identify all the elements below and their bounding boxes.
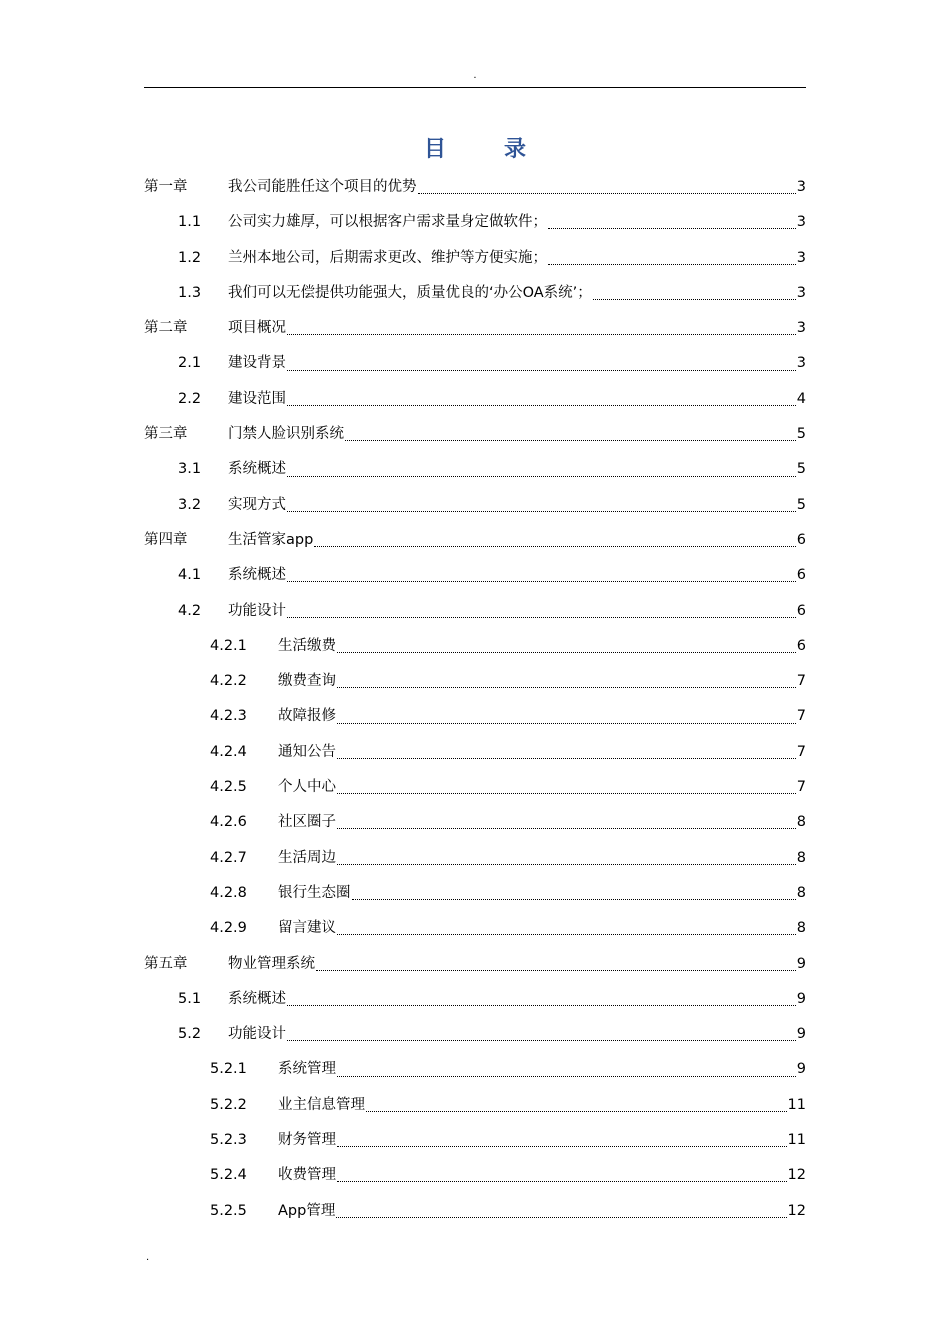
toc-entry-page: 3 [796, 179, 806, 195]
toc-dot-leader [337, 934, 796, 935]
toc-entry-link[interactable] [228, 488, 806, 523]
toc-entry-text: 缴费查询 [278, 673, 336, 690]
toc-entry-text: 生活缴费 [278, 637, 336, 654]
toc-entry-text: 我公司能胜任这个项目的优势 [228, 179, 417, 195]
toc-entry-link[interactable] [278, 876, 806, 911]
toc-dot-leader [418, 193, 796, 194]
toc-entry-page: 9 [796, 1026, 806, 1043]
toc-entry-number: 3.2 [178, 496, 202, 513]
toc-entry-link[interactable] [228, 417, 806, 452]
toc-entry-text: 社区圈子 [278, 814, 336, 831]
toc-entry-page: 12 [787, 1167, 806, 1184]
toc-dot-leader [337, 1146, 787, 1147]
toc-entry-text: 项目概况 [228, 320, 286, 337]
toc-entry-link[interactable] [228, 241, 806, 276]
toc-entry-text: 建设背景 [228, 355, 286, 372]
toc-entry[interactable] [144, 876, 806, 911]
toc-entry-text: 系统概述 [228, 567, 286, 584]
table-of-contents [144, 170, 806, 1229]
toc-entry-text: App管理 [278, 1202, 336, 1219]
toc-entry-page: 8 [796, 814, 806, 831]
toc-entry-link[interactable] [278, 841, 806, 876]
toc-dot-leader [287, 370, 796, 371]
toc-entry-link[interactable] [228, 311, 806, 346]
header-rule [144, 87, 806, 88]
toc-entry[interactable] [144, 488, 806, 523]
toc-entry-page: 3 [796, 249, 806, 266]
toc-entry-link[interactable] [228, 205, 806, 240]
toc-entry-number: 第二章 [144, 320, 188, 337]
toc-dot-leader [337, 1181, 787, 1182]
toc-entry-link[interactable] [228, 170, 806, 205]
toc-entry-link[interactable] [278, 699, 806, 734]
toc-entry-number: 1.3 [178, 284, 202, 301]
toc-entry-page: 5 [796, 426, 806, 443]
toc-dot-leader [287, 405, 796, 406]
toc-dot-leader [336, 1217, 786, 1218]
toc-entry[interactable] [144, 805, 806, 840]
toc-entry-link[interactable] [228, 276, 806, 311]
toc-entry-page: 6 [796, 602, 806, 619]
toc-entry-number: 2.2 [178, 390, 202, 407]
toc-entry-page: 7 [796, 673, 806, 690]
toc-entry-link[interactable] [228, 1017, 806, 1052]
toc-entry-page: 3 [796, 320, 806, 337]
toc-dot-leader [548, 228, 796, 229]
toc-dot-leader [352, 899, 796, 900]
toc-entry[interactable] [144, 1123, 806, 1158]
toc-entry-text: 功能设计 [228, 602, 286, 619]
toc-entry-text: 个人中心 [278, 779, 336, 796]
toc-entry-page: 9 [796, 955, 806, 972]
toc-entry-page: 11 [787, 1096, 806, 1113]
toc-entry-page: 7 [796, 779, 806, 796]
toc-entry[interactable] [144, 947, 806, 982]
toc-entry[interactable] [144, 523, 806, 558]
toc-entry[interactable] [144, 346, 806, 381]
toc-dot-leader [337, 687, 796, 688]
toc-entry-text: 业主信息管理 [278, 1096, 365, 1113]
toc-entry-number: 第三章 [144, 426, 188, 443]
toc-entry[interactable] [144, 841, 806, 876]
toc-entry-page: 12 [787, 1202, 806, 1219]
toc-entry-link[interactable] [278, 735, 806, 770]
toc-dot-leader [337, 828, 796, 829]
toc-entry-text: 生活管家app [228, 531, 314, 548]
toc-entry-link[interactable] [228, 523, 806, 558]
toc-entry-number: 4.2.1 [210, 637, 247, 654]
toc-entry-page: 11 [787, 1132, 806, 1149]
toc-entry-link[interactable] [228, 947, 806, 982]
toc-entry-text: 财务管理 [278, 1132, 336, 1149]
toc-entry-number: 5.2.4 [210, 1167, 247, 1184]
toc-entry-text: 通知公告 [278, 743, 336, 760]
toc-entry[interactable] [144, 594, 806, 629]
toc-entry-page: 3 [796, 214, 806, 231]
toc-entry-page: 8 [796, 849, 806, 866]
toc-entry-text: 公司实力雄厚，可以根据客户需求量身定做软件； [228, 214, 547, 231]
toc-entry-text: 系统管理 [278, 1061, 336, 1078]
toc-entry-number: 4.2.4 [210, 743, 247, 760]
toc-dot-leader [345, 440, 796, 441]
toc-entry-page: 5 [796, 461, 806, 478]
toc-entry[interactable] [144, 1194, 806, 1229]
toc-dot-leader [366, 1111, 787, 1112]
toc-entry[interactable] [144, 770, 806, 805]
toc-dot-leader [314, 546, 795, 547]
toc-entry[interactable] [144, 699, 806, 734]
toc-entry-number: 第四章 [144, 531, 188, 548]
toc-entry-number: 4.2.9 [210, 920, 247, 937]
toc-entry-page: 8 [796, 920, 806, 937]
toc-entry[interactable] [144, 170, 806, 205]
toc-entry-link[interactable] [278, 770, 806, 805]
toc-entry-number: 5.2.3 [210, 1132, 247, 1149]
toc-entry-number: 4.2.5 [210, 779, 247, 796]
toc-entry-page: 5 [796, 496, 806, 513]
toc-entry-page: 3 [796, 355, 806, 372]
toc-entry-text: 实现方式 [228, 496, 286, 513]
toc-dot-leader [287, 1040, 796, 1041]
toc-dot-leader [548, 264, 796, 265]
toc-entry[interactable] [144, 1052, 806, 1087]
toc-entry[interactable] [144, 558, 806, 593]
toc-entry-link[interactable] [278, 1194, 806, 1229]
toc-entry[interactable] [144, 735, 806, 770]
toc-entry-number: 3.1 [178, 461, 202, 478]
toc-entry-number: 4.2.7 [210, 849, 247, 866]
toc-dot-leader [337, 864, 796, 865]
toc-entry-text: 系统概述 [228, 990, 286, 1007]
toc-entry-text: 留言建议 [278, 920, 336, 937]
toc-entry-link[interactable] [278, 911, 806, 946]
toc-entry[interactable] [144, 205, 806, 240]
toc-entry-number: 5.2.2 [210, 1096, 247, 1113]
toc-entry-page: 6 [796, 637, 806, 654]
toc-entry-link[interactable] [228, 594, 806, 629]
toc-entry-page: 6 [796, 567, 806, 584]
toc-entry[interactable] [144, 664, 806, 699]
toc-entry[interactable] [144, 382, 806, 417]
toc-entry[interactable] [144, 311, 806, 346]
toc-entry[interactable] [144, 276, 806, 311]
toc-entry-text: 兰州本地公司，后期需求更改、维护等方便实施； [228, 249, 547, 266]
toc-entry-text: 银行生态圈 [278, 884, 351, 901]
toc-entry[interactable] [144, 982, 806, 1017]
toc-entry-number: 4.2.2 [210, 673, 247, 690]
toc-dot-leader [337, 1076, 796, 1077]
toc-dot-leader [593, 299, 796, 300]
toc-entry-page: 7 [796, 708, 806, 725]
toc-entry-link[interactable] [228, 452, 806, 487]
toc-dot-leader [337, 652, 796, 653]
toc-entry-link[interactable] [228, 346, 806, 381]
toc-entry-number: 5.2.1 [210, 1061, 247, 1078]
toc-dot-leader [316, 970, 796, 971]
toc-entry-number: 5.2 [178, 1026, 202, 1043]
toc-entry-number: 4.2 [178, 602, 202, 619]
toc-entry-page: 9 [796, 990, 806, 1007]
toc-dot-leader [287, 1005, 796, 1006]
toc-entry-text: 建设范围 [228, 390, 286, 407]
toc-entry-page: 4 [796, 390, 806, 407]
toc-dot-leader [287, 511, 796, 512]
toc-entry-page: 8 [796, 884, 806, 901]
toc-entry-text: 系统概述 [228, 461, 286, 478]
toc-entry-link[interactable] [278, 629, 806, 664]
toc-entry[interactable] [144, 1088, 806, 1123]
toc-entry-text: 门禁人脸识别系统 [228, 426, 344, 443]
toc-dot-leader [337, 793, 796, 794]
toc-entry-page: 7 [796, 743, 806, 760]
header-mark: . [473, 70, 477, 81]
toc-entry-page: 9 [796, 1061, 806, 1078]
toc-dot-leader [287, 476, 796, 477]
toc-entry-text: 我们可以无偿提供功能强大，质量优良的‘办公OA系统’； [228, 284, 592, 301]
toc-entry[interactable] [144, 241, 806, 276]
toc-entry-link[interactable] [278, 1123, 806, 1158]
toc-entry-number: 4.2.3 [210, 708, 247, 725]
toc-dot-leader [287, 581, 796, 582]
toc-entry-text: 物业管理系统 [228, 955, 315, 972]
toc-entry-number: 2.1 [178, 355, 202, 372]
toc-dot-leader [287, 334, 796, 335]
toc-dot-leader [337, 758, 796, 759]
toc-title-part1: 目 [423, 137, 446, 162]
toc-entry[interactable] [144, 911, 806, 946]
toc-entry[interactable] [144, 417, 806, 452]
toc-entry-page: 6 [796, 531, 806, 548]
toc-entry-link[interactable] [228, 382, 806, 417]
toc-entry[interactable] [144, 629, 806, 664]
footer-mark: . [146, 1252, 150, 1263]
toc-entry[interactable] [144, 1017, 806, 1052]
toc-entry-number: 4.1 [178, 567, 202, 584]
toc-entry-link[interactable] [278, 664, 806, 699]
toc-entry-link[interactable] [228, 982, 806, 1017]
toc-entry-link[interactable] [278, 1052, 806, 1087]
toc-dot-leader [337, 723, 796, 724]
toc-entry-number: 4.2.6 [210, 814, 247, 831]
toc-entry[interactable] [144, 452, 806, 487]
toc-entry-link[interactable] [278, 805, 806, 840]
toc-entry-text: 收费管理 [278, 1167, 336, 1184]
toc-entry-number: 1.2 [178, 249, 202, 266]
toc-entry-page: 3 [796, 284, 806, 301]
toc-entry-number: 4.2.8 [210, 884, 247, 901]
toc-title-part2: 录 [504, 137, 527, 162]
toc-entry-number: 1.1 [178, 214, 202, 231]
toc-entry-number: 第五章 [144, 955, 188, 972]
toc-entry-link[interactable] [278, 1158, 806, 1193]
toc-entry-link[interactable] [278, 1088, 806, 1123]
toc-entry-text: 生活周边 [278, 849, 336, 866]
toc-entry[interactable] [144, 1158, 806, 1193]
toc-entry-text: 故障报修 [278, 708, 336, 725]
toc-entry-number: 5.1 [178, 990, 202, 1007]
toc-entry-number: 第一章 [144, 179, 188, 195]
toc-title [0, 132, 950, 163]
toc-entry-link[interactable] [228, 558, 806, 593]
toc-dot-leader [287, 617, 796, 618]
toc-entry-number: 5.2.5 [210, 1202, 247, 1219]
toc-entry-text: 功能设计 [228, 1026, 286, 1043]
